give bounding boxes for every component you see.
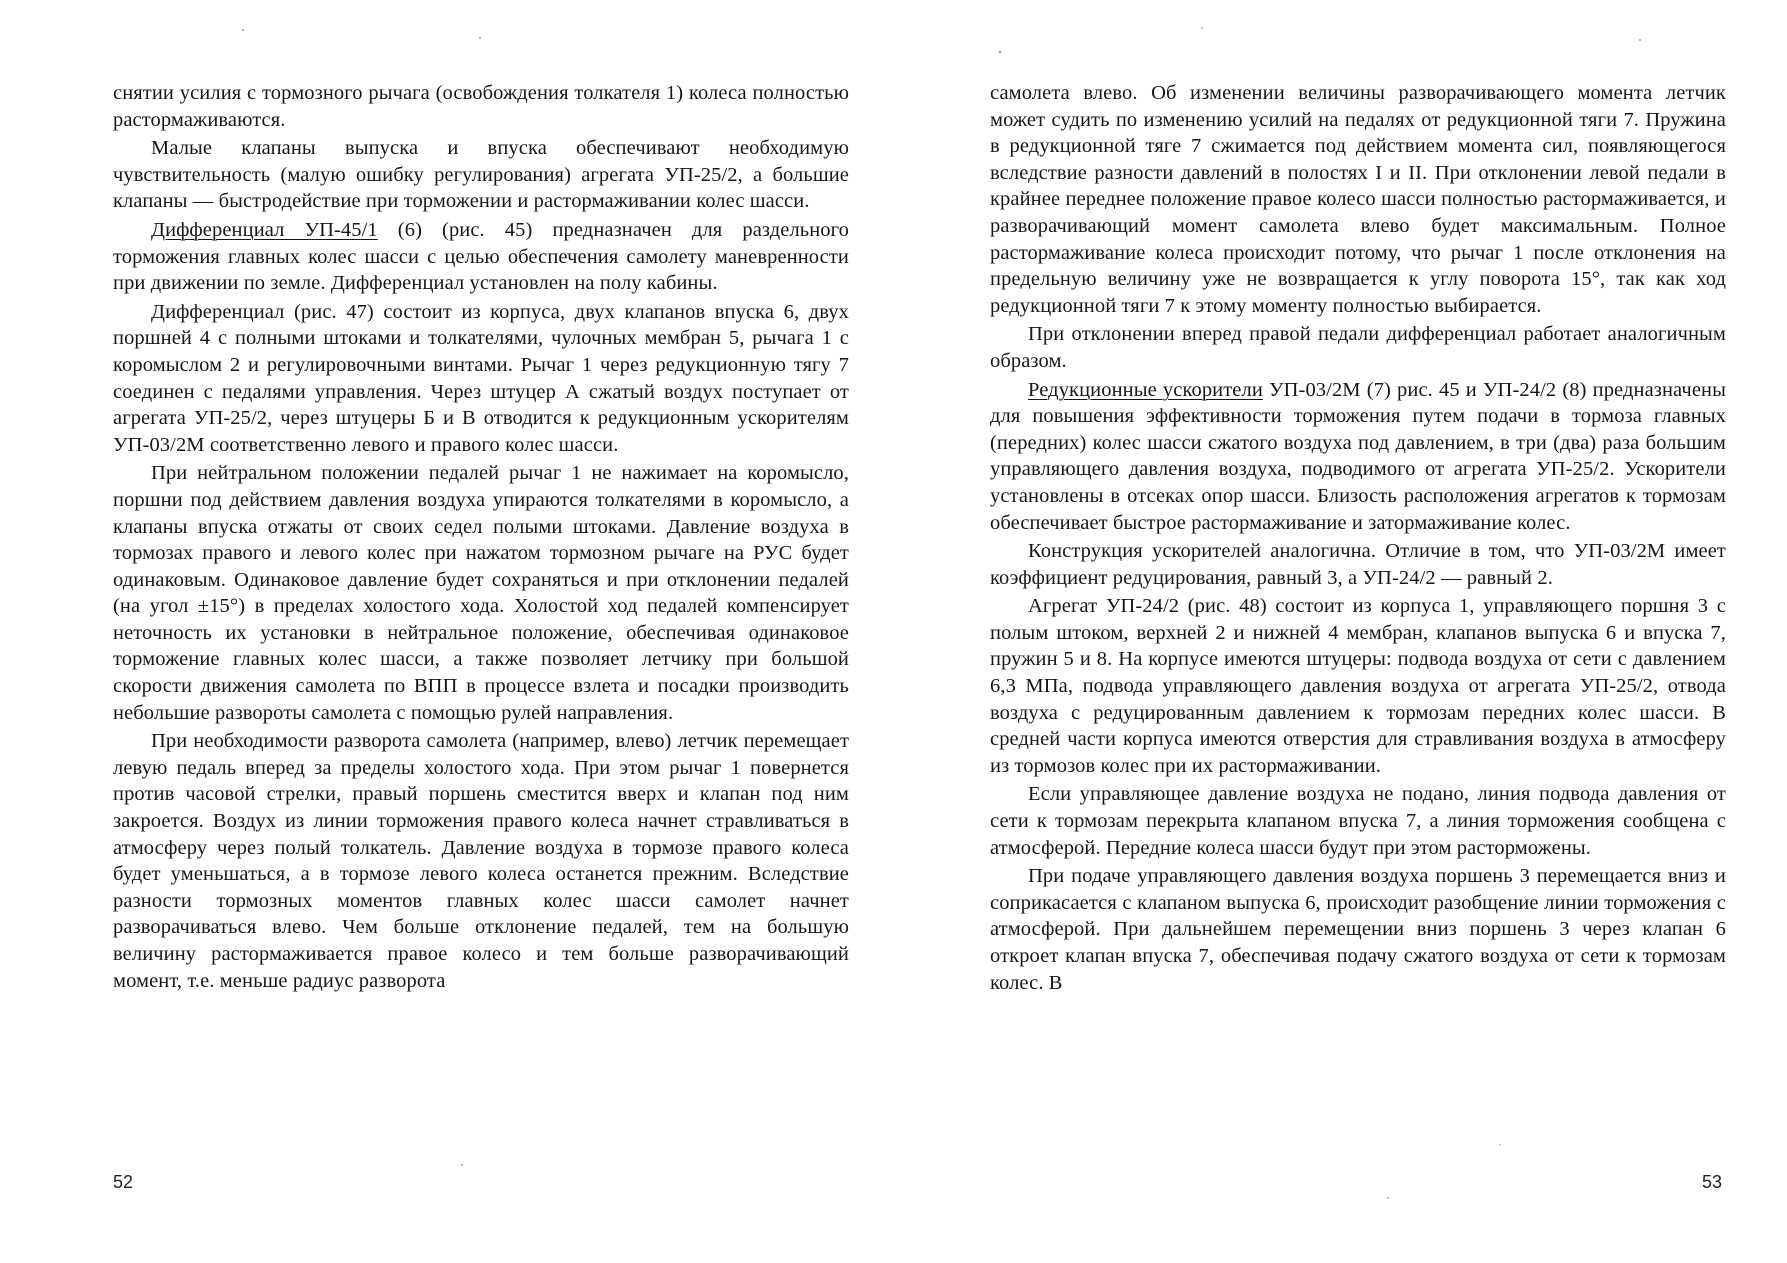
paragraph: При необходимости разворота самолета (например, влево) летчик перемещает левую педаль вперед за пределы холостого хода. При этом рычаг 1 повернется против часовой стрелки, правый поршень сместится вверх и клапан под ним закроется. Воздух из линии торможения правого колеса начнет стравливаться в атмосферу через полый толкатель. Давление воздуха в тормозе правого колеса будет уменьшаться, а в тормозе левого колеса останется прежним. Вследствие разности тормозных моментов главных колес шасси самолет начнет разворачиваться влево. Чем больше отклонение педалей, тем на большую величину растормаживается правое колесо и тем больше разворачивающий момент, т.е. меньше радиус разворота [113,730,849,992]
paragraph: Малые клапаны выпуска и впуска обеспечивают необходимую чувствительность (малую ошибку регулирования) агрегата УП-25/2, а большие клапаны — быстродействие при торможении и растормаживании колес шасси. [113,137,849,213]
page-number-left: 52 [113,1172,134,1192]
paragraph: снятии усилия с тормозного рычага (освобождения толкателя 1) колеса полностью растормаживаются. [113,82,849,131]
paragraph [113,217,849,297]
right-page-text [990,80,1726,998]
paragraph [990,377,1726,537]
paragraph: При отклонении вперед правой педали дифференциал работает аналогичным образом. [990,323,1726,372]
underlined-term: Дифференциал УП-45/1 [151,218,378,241]
paragraph: При нейтральном положении педалей рычаг 1 не нажимает на коромысло, поршни под действием давления воздуха упираются толкателями в коромысло, а клапаны впуска отжаты от своих седел полыми штоками. Давление воздуха в тормозах правого и левого колес при нажатом тормозном рычаге на РУС будет одинаковым. Одинаковое давление будет сохраняться и при отклонении педалей (на угол ±15°) в пределах холостого хода. Холостой ход педалей компенсирует неточность их установки в нейтральное положение, обеспечивая одинаковое торможение главных колес шасси, а также позволяет летчику при большой скорости движения самолета по ВПП в процессе взлета и посадки производить небольшие развороты самолета с помощью рулей направления. [113,462,849,724]
underlined-term: Редукционные ускорители [1028,378,1263,401]
left-page-text [113,80,849,996]
paragraph: Конструкция ускорителей аналогична. Отличие в том, что УП-03/2М имеет коэффициент редуцирования, равный 3, а УП-24/2 — равный 2. [990,540,1726,589]
paragraph: Дифференциал (рис. 47) состоит из корпуса, двух клапанов впуска 6, двух поршней 4 с полными штоками и толкателями, чулочных мембран 5, рычага 1 с коромыслом 2 и регулировочными винтами. Рычаг 1 через редукционную тягу 7 соединен с педалями управления. Через штуцер А сжатый воздух поступает от агрегата УП-25/2, через штуцеры Б и В отводится к редукционным ускорителям УП-03/2М соответственно левого и правого колес шасси. [113,300,849,456]
paragraph: самолета влево. Об изменении величины разворачивающего момента летчик может судить по изменению усилий на педалях от редукционной тяги 7. Пружина в редукционной тяге 7 сжимается под действием момента сил, появляющегося вследствие разности давлений в полостях I и II. При отклонении левой педали в крайнее переднее положение правое колесо шасси полностью растормаживается, и разворачивающий момент самолета влево будет максимальным. Полное растормаживание колеса происходит потому, что рычаг 1 после отклонения на предельную величину уже не возвращается к углу поворота 15°, так как ход редукционной тяги 7 к этому моменту полностью выбирается. [990,82,1726,317]
paragraph: Агрегат УП-24/2 (рис. 48) состоит из корпуса 1, управляющего поршня 3 с полым штоком, верхней 2 и нижней 4 мембран, клапанов выпуска 6 и впуска 7, пружин 5 и 8. На корпусе имеются штуцеры: подвода воздуха от сети с давлением 6,3 МПа, подвода управляющего давления воздуха от агрегата УП-25/2, отвода воздуха с редуцированным давлением к тормозам передних колес шасси. В средней части корпуса имеются отверстия для стравливания воздуха в атмосферу из тормозов колес при их растормаживании. [990,595,1726,777]
paragraph-body: УП-03/2М (7) рис. 45 и УП-24/2 (8) предназначены для повышения эффективности торможения путем подачи в тормоза главных (передних) колес шасси сжатого воздуха под давлением, в три (два) раза большим управляющего давления воздуха, подводимого от агрегата УП-25/2. Ускорители установлены в отсеках опор шасси. Близость расположения агрегатов к тормозам обеспечивает быстрое растормаживание и затормаживание колес. [990,378,1726,534]
paragraph: Если управляющее давление воздуха не подано, линия подвода давления от сети к тормозам перекрыта клапаном впуска 7, а линия торможения сообщена с атмосферой. Передние колеса шасси будут при этом расторможены. [990,783,1726,859]
paragraph-body: (6) (рис. 45) предназначен для раздельного торможения главных колес шасси с целью обеспечения самолету маневренности при движении по земле. Дифференциал установлен на полу кабины. [113,218,849,295]
paragraph: При подаче управляющего давления воздуха поршень 3 перемещается вниз и соприкасается с клапаном выпуска 6, происходит разобщение линии торможения с атмосферой. При дальнейшем перемещении вниз поршень 3 через клапан 6 откроет клапан впуска 7, обеспечивая подачу сжатого воздуха от сети к тормозам колес. В [990,865,1726,994]
page-number-right: 53 [1702,1172,1723,1192]
